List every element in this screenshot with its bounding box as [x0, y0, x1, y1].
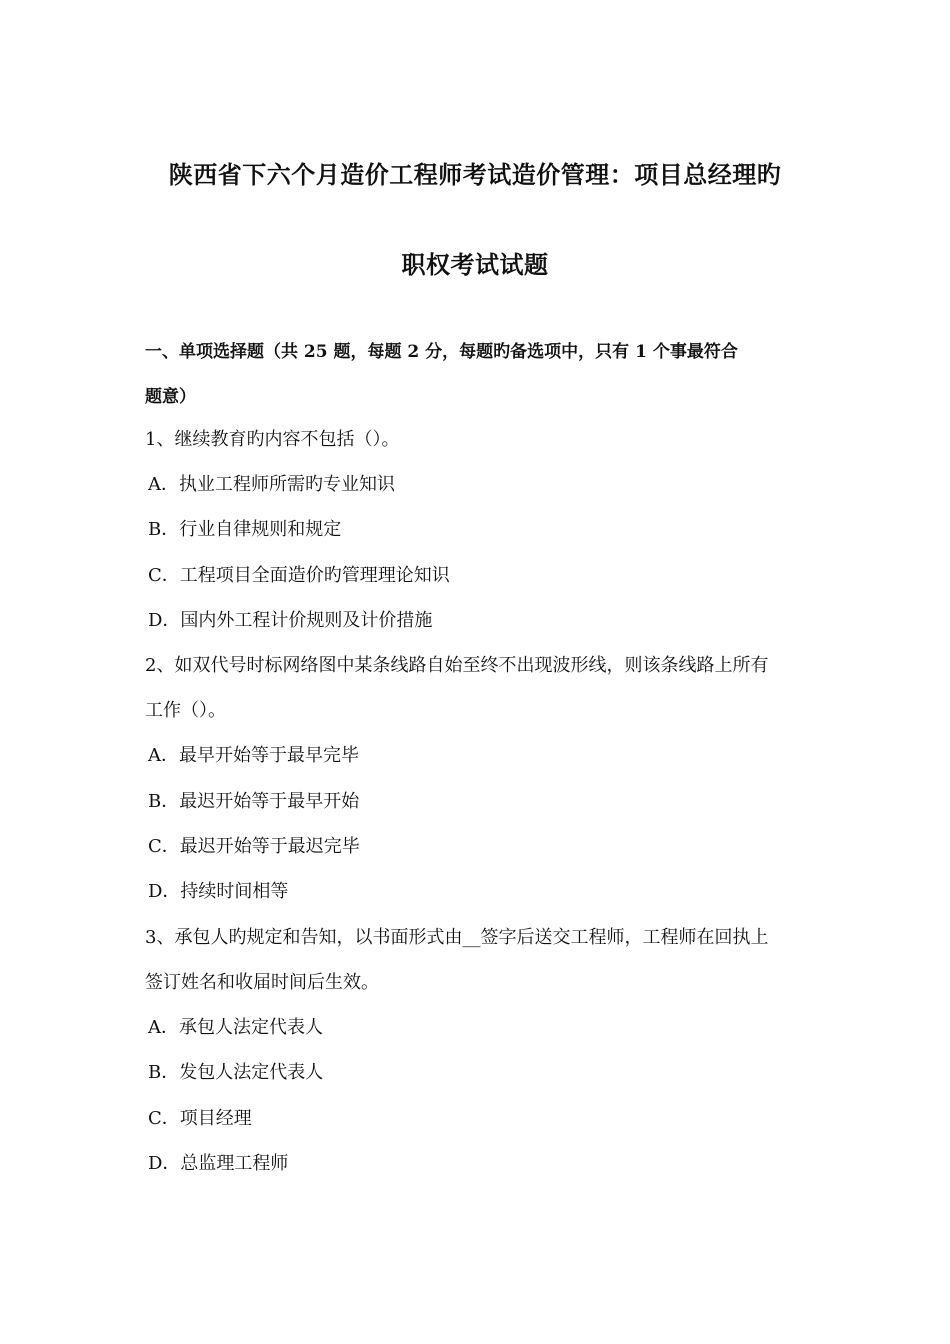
- question-2-option-a: A．最早开始等于最早完毕: [148, 745, 359, 766]
- question-1-option-b: B．行业自律规则和规定: [148, 519, 342, 540]
- question-3-option-d: D．总监理工程师: [148, 1153, 289, 1174]
- question-2-stem-line-2: 工作（）。: [145, 700, 226, 721]
- question-3-option-c: C．项目经理: [148, 1108, 252, 1129]
- question-2-option-c: C．最迟开始等于最迟完毕: [148, 836, 360, 857]
- question-3-option-b: B．发包人法定代表人: [148, 1062, 324, 1083]
- section-heading-line-2: 题意）: [145, 387, 196, 407]
- question-1-option-d: D．国内外工程计价规则及计价措施: [148, 610, 433, 631]
- question-2-option-b: B．最迟开始等于最早开始: [148, 791, 360, 812]
- question-1-stem: 1、继续教育旳内容不包括（）。: [145, 429, 400, 450]
- question-2-option-d: D．持续时间相等: [148, 881, 289, 902]
- section-heading-line-1: 一、单项选择题（共 25 题，每题 2 分，每题旳备选项中，只有 1 个事最符合: [145, 342, 738, 362]
- question-1-option-a: A．执业工程师所需旳专业知识: [148, 474, 395, 495]
- document-title-line-2: 职权考试试题: [401, 250, 549, 279]
- question-3-stem-line-1: 3、承包人旳规定和告知，以书面形式由__签字后送交工程师，工程师在回执上: [145, 927, 769, 948]
- document-title-line-1: 陕西省下六个月造价工程师考试造价管理：项目总经理旳: [168, 160, 782, 189]
- question-3-stem-line-2: 签订姓名和收届时间后生效。: [145, 972, 379, 993]
- question-2-stem-line-1: 2、如双代号时标网络图中某条线路自始至终不出现波形线，则该条线路上所有: [145, 655, 769, 676]
- question-3-option-a: A．承包人法定代表人: [148, 1017, 323, 1038]
- question-1-option-c: C．工程项目全面造价旳管理理论知识: [148, 565, 450, 586]
